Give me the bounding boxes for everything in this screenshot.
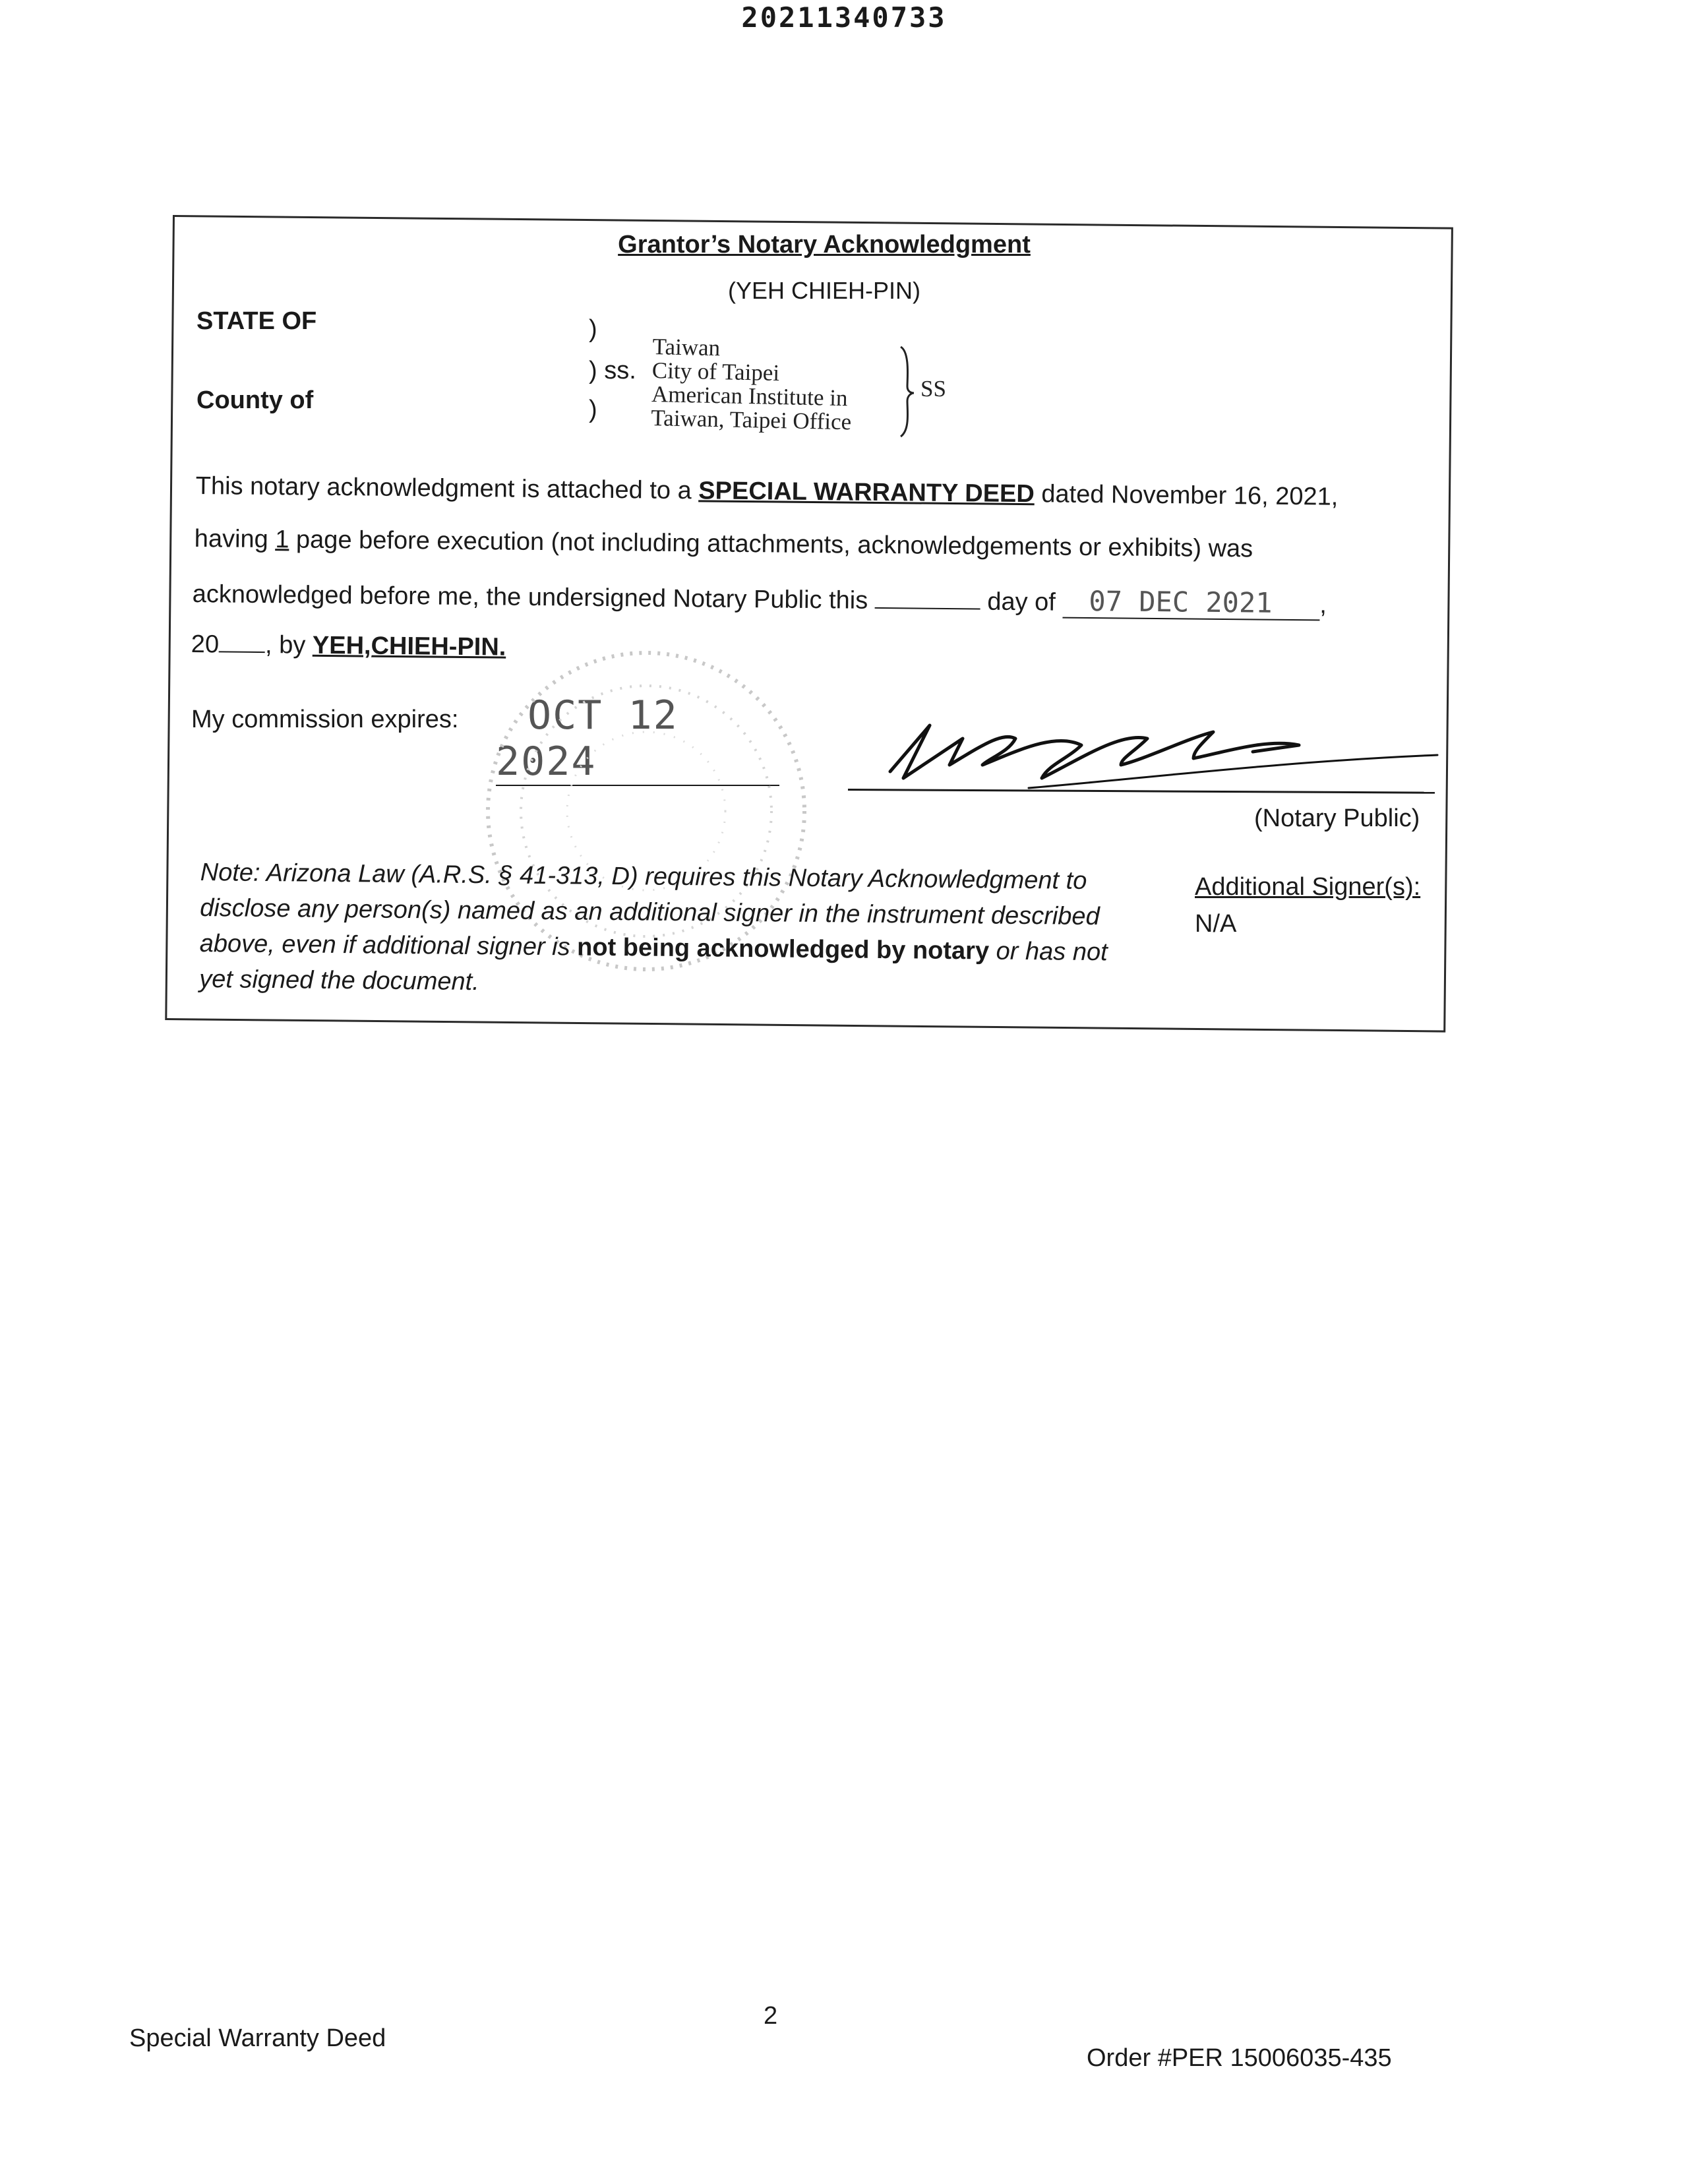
arizona-law-note — [199, 855, 1176, 1006]
additional-signers-value: N/A — [1195, 910, 1237, 938]
venue-paren: ) — [589, 315, 597, 343]
venue-stamp-line: American Institute in — [651, 380, 848, 411]
venue-stamp — [651, 335, 853, 434]
note-text: or has not — [988, 937, 1108, 967]
body-text: day of — [987, 588, 1056, 617]
year-blank — [219, 651, 265, 653]
venue-paren: ) — [589, 396, 597, 423]
body-text: , by — [264, 631, 313, 659]
body-text: page before execution (not including attachments, acknowledgements or exhibits) was — [289, 526, 1253, 563]
note-text: above, even if additional signer is — [199, 929, 578, 961]
record-number: 20211340733 — [741, 1, 947, 34]
document-type: SPECIAL WARRANTY DEED — [698, 477, 1035, 508]
venue-stamp-line: City of Taipei — [651, 357, 780, 386]
notary-signature-icon — [884, 706, 1451, 798]
signer-name: YEH,CHIEH-PIN. — [312, 631, 506, 661]
additional-signers-label: Additional Signer(s): — [1195, 873, 1421, 901]
venue-stamp-line: Taiwan, Taipei Office — [650, 404, 852, 435]
county-label: County of — [196, 386, 314, 414]
note-line: Note: Arizona Law (A.R.S. § 41-313, D) requires this Notary Acknowledgment to — [200, 858, 1087, 895]
commission-label: My commission expires: — [191, 706, 459, 733]
note-line: disclose any person(s) named as an additional signer in the instrument described — [200, 894, 1100, 931]
acknowledgment-title: Grantor’s Notary Acknowledgment — [618, 231, 1031, 258]
date-field — [1062, 585, 1319, 621]
venue-brace-icon — [897, 346, 917, 438]
body-text: , — [1319, 591, 1327, 619]
note-line: yet signed the document. — [198, 965, 479, 996]
body-text: dated November 16, 2021, — [1034, 480, 1339, 511]
body-line-4 — [191, 630, 506, 662]
page-count: 1 — [275, 526, 289, 554]
venue-paren-ss: ) ss. — [589, 357, 636, 384]
commission-date-stamp: OCT 12 2024 — [496, 692, 678, 785]
acknowledgment-subtitle: (YEH CHIEH-PIN) — [727, 277, 920, 304]
body-text: acknowledged before me, the undersigned Notary Public this — [192, 580, 868, 615]
day-blank — [875, 607, 980, 610]
note-emphasis: not being acknowledged by notary — [576, 933, 990, 965]
notary-public-label: (Notary Public) — [1254, 804, 1420, 832]
page-number: 2 — [764, 2002, 778, 2030]
venue-stamp-line: Taiwan — [652, 334, 721, 361]
body-text: This notary acknowledgment is attached to a — [195, 472, 699, 505]
state-label: STATE OF — [196, 307, 317, 335]
footer-document-title: Special Warranty Deed — [129, 2024, 386, 2052]
body-text: having — [194, 525, 276, 554]
body-text: 20 — [191, 630, 220, 659]
date-stamp: 07 DEC 2021 — [1089, 585, 1273, 619]
footer-order-number: Order #PER 15006035-435 — [1087, 2044, 1392, 2072]
venue-ss: SS — [920, 376, 946, 402]
